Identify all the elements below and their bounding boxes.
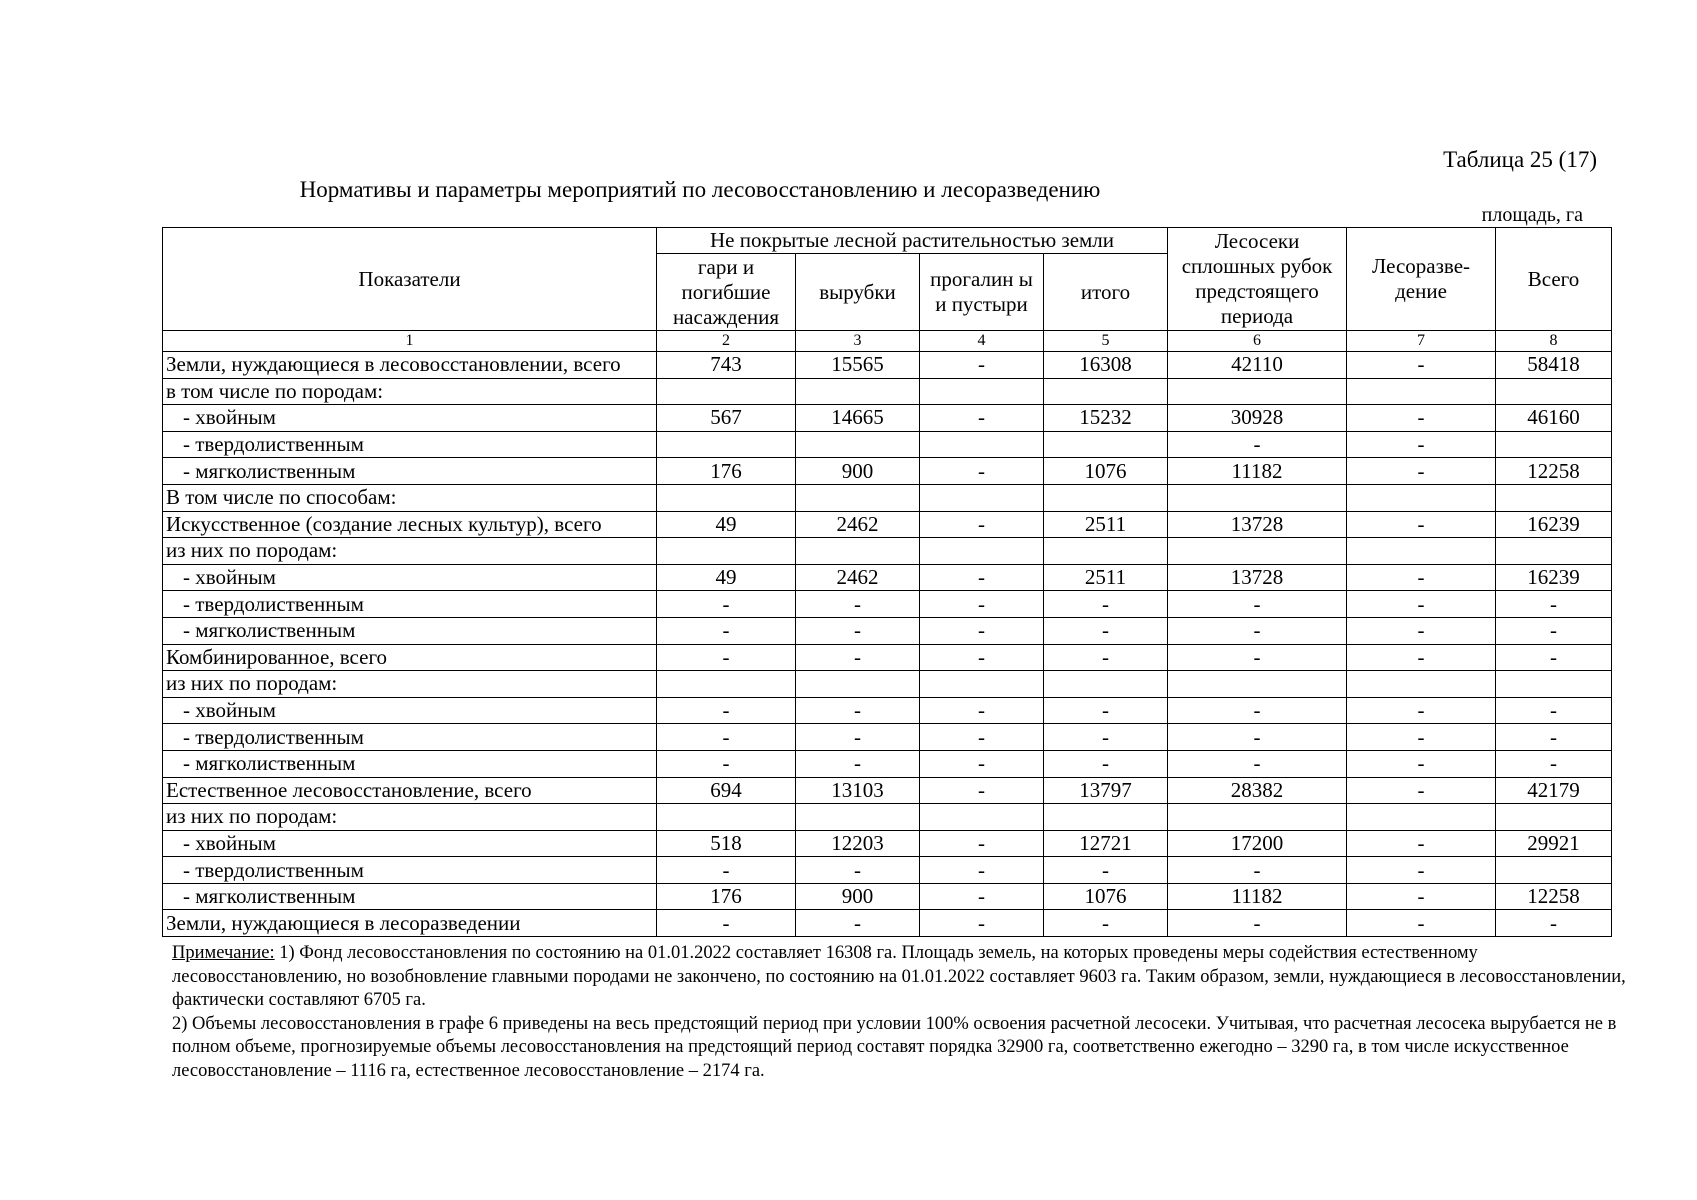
row-label: Земли, нуждающиеся в лесовосстановлении, всего bbox=[163, 352, 657, 379]
table-cell: - bbox=[1168, 431, 1347, 458]
table-cell: 16239 bbox=[1496, 511, 1612, 538]
table-cell: - bbox=[796, 697, 920, 724]
table-cell: 14665 bbox=[796, 405, 920, 432]
table-cell: - bbox=[657, 750, 796, 777]
table-cell bbox=[657, 538, 796, 565]
row-label: Естественное лесовосстановление, всего bbox=[163, 777, 657, 804]
row-label: - мягколиственным bbox=[163, 883, 657, 910]
table-cell: - bbox=[1168, 644, 1347, 671]
table-cell: - bbox=[1168, 697, 1347, 724]
table-cell: - bbox=[1347, 697, 1496, 724]
table-cell: - bbox=[657, 910, 796, 937]
table-row bbox=[163, 378, 1612, 405]
row-label: в том числе по породам: bbox=[163, 378, 657, 405]
table-cell: 17200 bbox=[1168, 830, 1347, 857]
table-cell: 15565 bbox=[796, 352, 920, 379]
table-cell bbox=[1044, 378, 1168, 405]
table-cell: - bbox=[920, 352, 1044, 379]
table-cell bbox=[1044, 804, 1168, 831]
table-row bbox=[163, 458, 1612, 485]
table-cell: 176 bbox=[657, 883, 796, 910]
column-numbers-row bbox=[163, 331, 1612, 352]
table-cell: - bbox=[1347, 458, 1496, 485]
table-cell: - bbox=[920, 617, 1044, 644]
table-cell bbox=[1347, 671, 1496, 698]
table-cell: 15232 bbox=[1044, 405, 1168, 432]
row-label: Искусственное (создание лесных культур), всего bbox=[163, 511, 657, 538]
column-number: 2 bbox=[657, 331, 796, 352]
row-label: из них по породам: bbox=[163, 671, 657, 698]
table-cell: - bbox=[920, 405, 1044, 432]
table-cell: - bbox=[1347, 830, 1496, 857]
table-cell bbox=[1044, 484, 1168, 511]
table-cell bbox=[796, 671, 920, 698]
unit-label: площадь, га bbox=[1481, 204, 1583, 226]
table-cell: 567 bbox=[657, 405, 796, 432]
table-cell: - bbox=[1044, 697, 1168, 724]
table-cell: - bbox=[657, 644, 796, 671]
table-cell: - bbox=[1347, 910, 1496, 937]
table-cell: - bbox=[657, 724, 796, 751]
table-cell: 900 bbox=[796, 883, 920, 910]
table-cell: - bbox=[1496, 910, 1612, 937]
table-cell: - bbox=[920, 697, 1044, 724]
table-cell bbox=[1496, 431, 1612, 458]
header-cuttings: вырубки bbox=[796, 254, 920, 331]
table-cell: - bbox=[1044, 910, 1168, 937]
table-cell: 176 bbox=[657, 458, 796, 485]
row-label: - твердолиственным bbox=[163, 591, 657, 618]
table-row bbox=[163, 777, 1612, 804]
row-label: из них по породам: bbox=[163, 538, 657, 565]
table-cell bbox=[796, 484, 920, 511]
table-cell: 58418 bbox=[1496, 352, 1612, 379]
table-cell bbox=[1044, 538, 1168, 565]
table-cell: - bbox=[1347, 724, 1496, 751]
table-cell: 11182 bbox=[1168, 458, 1347, 485]
table-cell: - bbox=[1168, 750, 1347, 777]
header-uncovered-lands: Не покрытые лесной растительностью земли bbox=[657, 228, 1168, 254]
header-afforestation: Лесоразве-дение bbox=[1347, 228, 1496, 331]
table-cell: 12203 bbox=[796, 830, 920, 857]
table-cell: 49 bbox=[657, 511, 796, 538]
table-cell bbox=[657, 431, 796, 458]
table-cell: 42179 bbox=[1496, 777, 1612, 804]
table-cell: - bbox=[796, 857, 920, 884]
table-row bbox=[163, 697, 1612, 724]
forest-restoration-table bbox=[162, 227, 1612, 937]
table-row bbox=[163, 671, 1612, 698]
column-number: 8 bbox=[1496, 331, 1612, 352]
table-cell bbox=[1347, 538, 1496, 565]
row-label: - хвойным bbox=[163, 697, 657, 724]
table-cell bbox=[1168, 538, 1347, 565]
table-cell: - bbox=[657, 697, 796, 724]
table-cell: - bbox=[920, 458, 1044, 485]
table-cell: - bbox=[1496, 697, 1612, 724]
table-cell: 42110 bbox=[1168, 352, 1347, 379]
table-cell: - bbox=[1044, 724, 1168, 751]
table-row bbox=[163, 564, 1612, 591]
table-note bbox=[172, 942, 1632, 1083]
table-cell: - bbox=[920, 857, 1044, 884]
table-cell bbox=[796, 804, 920, 831]
table-cell: - bbox=[920, 830, 1044, 857]
column-number: 1 bbox=[163, 331, 657, 352]
table-cell bbox=[1168, 671, 1347, 698]
row-label: - мягколиственным bbox=[163, 458, 657, 485]
table-cell: 13728 bbox=[1168, 511, 1347, 538]
table-cell: 743 bbox=[657, 352, 796, 379]
table-cell: 2511 bbox=[1044, 564, 1168, 591]
note-paragraph-2: 2) Объемы лесовосстановления в графе 6 приведены на весь предстоящий период при условии 100% освоения расчетной лесосеки. Учитывая, что расчетная лесосека вырубается не в полном объеме, прогнозируемые объемы лесовосстановления на предстоящий период составят порядка 32900 га, соответственно ежегодно – 3290 га, в том числе искусственное лесовосстановление – 1116 га, естественное лесовосстановление – 2174 га. bbox=[172, 1013, 1617, 1081]
table-cell: 2462 bbox=[796, 511, 920, 538]
table-body bbox=[163, 331, 1612, 937]
table-cell: - bbox=[796, 910, 920, 937]
table-cell: - bbox=[1044, 591, 1168, 618]
row-label: Комбинированное, всего bbox=[163, 644, 657, 671]
table-cell: - bbox=[1347, 777, 1496, 804]
header-burned: гари и погибшие насаждения bbox=[657, 254, 796, 331]
table-cell: - bbox=[920, 724, 1044, 751]
table-cell: - bbox=[920, 564, 1044, 591]
table-cell bbox=[920, 671, 1044, 698]
table-cell bbox=[1496, 538, 1612, 565]
column-number: 5 bbox=[1044, 331, 1168, 352]
table-row bbox=[163, 857, 1612, 884]
table-row bbox=[163, 804, 1612, 831]
table-cell: - bbox=[920, 883, 1044, 910]
table-cell: - bbox=[1168, 591, 1347, 618]
table-cell bbox=[1496, 857, 1612, 884]
table-row bbox=[163, 352, 1612, 379]
table-cell: - bbox=[657, 617, 796, 644]
table-cell: - bbox=[1347, 750, 1496, 777]
table-cell: 11182 bbox=[1168, 883, 1347, 910]
row-label: - хвойным bbox=[163, 564, 657, 591]
table-cell bbox=[920, 431, 1044, 458]
table-cell bbox=[1347, 804, 1496, 831]
table-cell bbox=[1044, 671, 1168, 698]
table-cell: - bbox=[1347, 591, 1496, 618]
table-cell bbox=[1347, 378, 1496, 405]
table-cell: - bbox=[920, 777, 1044, 804]
table-cell bbox=[1496, 378, 1612, 405]
table-cell: 1076 bbox=[1044, 458, 1168, 485]
table-row bbox=[163, 405, 1612, 432]
row-label: - твердолиственным bbox=[163, 857, 657, 884]
table-cell bbox=[657, 484, 796, 511]
table-cell bbox=[1168, 378, 1347, 405]
table-cell bbox=[1496, 484, 1612, 511]
header-total: Всего bbox=[1496, 228, 1612, 331]
table-cell bbox=[1044, 431, 1168, 458]
table-cell bbox=[920, 538, 1044, 565]
table-cell: 16308 bbox=[1044, 352, 1168, 379]
table-cell: - bbox=[1347, 431, 1496, 458]
table-cell: - bbox=[1347, 617, 1496, 644]
table-cell: - bbox=[1168, 617, 1347, 644]
column-number: 4 bbox=[920, 331, 1044, 352]
table-cell bbox=[796, 378, 920, 405]
table-cell bbox=[1347, 484, 1496, 511]
row-label: - твердолиственным bbox=[163, 431, 657, 458]
note-paragraph-1 bbox=[172, 942, 1632, 1013]
table-cell bbox=[920, 804, 1044, 831]
table-row bbox=[163, 511, 1612, 538]
table-cell: 30928 bbox=[1168, 405, 1347, 432]
table-cell: - bbox=[1347, 857, 1496, 884]
table-cell: - bbox=[1044, 750, 1168, 777]
table-cell bbox=[796, 538, 920, 565]
table-cell bbox=[657, 671, 796, 698]
table-cell: - bbox=[657, 857, 796, 884]
table-cell: 46160 bbox=[1496, 405, 1612, 432]
table-cell: - bbox=[1347, 883, 1496, 910]
table-row bbox=[163, 484, 1612, 511]
table-cell: - bbox=[1347, 405, 1496, 432]
header-clearcut: Лесосеки сплошных рубок предстоящего периода bbox=[1168, 228, 1347, 331]
column-number: 3 bbox=[796, 331, 920, 352]
row-label: из них по породам: bbox=[163, 804, 657, 831]
table-cell: - bbox=[1347, 352, 1496, 379]
table-number: Таблица 25 (17) bbox=[1443, 147, 1597, 172]
table-cell: - bbox=[796, 617, 920, 644]
table-cell: 12721 bbox=[1044, 830, 1168, 857]
table-cell: - bbox=[796, 644, 920, 671]
table-cell: - bbox=[920, 591, 1044, 618]
table-cell: - bbox=[1496, 617, 1612, 644]
row-label: - хвойным bbox=[163, 830, 657, 857]
table-row bbox=[163, 591, 1612, 618]
table-cell: 12258 bbox=[1496, 458, 1612, 485]
table-cell: - bbox=[796, 724, 920, 751]
header-indicators: Показатели bbox=[163, 228, 657, 331]
table-cell: 12258 bbox=[1496, 883, 1612, 910]
table-cell: 29921 bbox=[1496, 830, 1612, 857]
table-cell: - bbox=[920, 644, 1044, 671]
row-label: - мягколиственным bbox=[163, 750, 657, 777]
header-glades: прогалин ы и пустыри bbox=[920, 254, 1044, 331]
table-cell: - bbox=[1168, 910, 1347, 937]
table-cell bbox=[920, 378, 1044, 405]
table-cell: - bbox=[920, 750, 1044, 777]
table-row bbox=[163, 750, 1612, 777]
table-cell bbox=[657, 378, 796, 405]
table-cell: - bbox=[1496, 750, 1612, 777]
table-cell: - bbox=[796, 750, 920, 777]
table-cell: 16239 bbox=[1496, 564, 1612, 591]
table-row bbox=[163, 644, 1612, 671]
note-label: Примечание: bbox=[172, 943, 275, 963]
table-cell: 694 bbox=[657, 777, 796, 804]
table-cell: - bbox=[1044, 644, 1168, 671]
table-cell: - bbox=[1168, 724, 1347, 751]
table-row bbox=[163, 724, 1612, 751]
row-label: В том числе по способам: bbox=[163, 484, 657, 511]
note-text-1: 1) Фонд лесовосстановления по состоянию на 01.01.2022 составляет 16308 га. Площадь земель, на которых проведены меры содействия естественному лесовосстановлению, но возобновление главными породами не закончено, по состоянию на 01.01.2022 составляет 9603 га. Таким образом, земли, нуждающиеся в лесовосстановлении, фактически составляют 6705 га. bbox=[172, 943, 1626, 1010]
column-number: 7 bbox=[1347, 331, 1496, 352]
table-title: Нормативы и параметры мероприятий по лесовосстановлению и лесоразведению bbox=[299, 177, 1101, 202]
header-subtotal: итого bbox=[1044, 254, 1168, 331]
row-label: - мягколиственным bbox=[163, 617, 657, 644]
table-cell: 49 bbox=[657, 564, 796, 591]
table-cell: 2462 bbox=[796, 564, 920, 591]
table-cell bbox=[1496, 804, 1612, 831]
table-cell: - bbox=[920, 511, 1044, 538]
table-cell: - bbox=[1347, 511, 1496, 538]
table-cell: - bbox=[1168, 857, 1347, 884]
table-cell: 2511 bbox=[1044, 511, 1168, 538]
table-row bbox=[163, 617, 1612, 644]
table-cell: 900 bbox=[796, 458, 920, 485]
table-row bbox=[163, 910, 1612, 937]
table-cell: - bbox=[920, 910, 1044, 937]
table-cell: - bbox=[657, 591, 796, 618]
table-row bbox=[163, 538, 1612, 565]
table-cell bbox=[657, 804, 796, 831]
row-label: - твердолиственным bbox=[163, 724, 657, 751]
table-row bbox=[163, 830, 1612, 857]
table-cell: - bbox=[1496, 644, 1612, 671]
table-cell: 13797 bbox=[1044, 777, 1168, 804]
table-cell: - bbox=[1496, 724, 1612, 751]
table-cell bbox=[796, 431, 920, 458]
table-cell: 13728 bbox=[1168, 564, 1347, 591]
row-label: Земли, нуждающиеся в лесоразведении bbox=[163, 910, 657, 937]
table-cell: - bbox=[1347, 644, 1496, 671]
table-cell bbox=[1496, 671, 1612, 698]
table-cell: 518 bbox=[657, 830, 796, 857]
table-cell bbox=[1168, 484, 1347, 511]
row-label: - хвойным bbox=[163, 405, 657, 432]
table-row bbox=[163, 883, 1612, 910]
table-row bbox=[163, 431, 1612, 458]
table-cell: - bbox=[796, 591, 920, 618]
table-cell: - bbox=[1044, 617, 1168, 644]
table-cell: - bbox=[1044, 857, 1168, 884]
table-cell: - bbox=[1496, 591, 1612, 618]
table-cell bbox=[920, 484, 1044, 511]
table-cell: 13103 bbox=[796, 777, 920, 804]
table-cell bbox=[1168, 804, 1347, 831]
table-cell: 1076 bbox=[1044, 883, 1168, 910]
table-cell: - bbox=[1347, 564, 1496, 591]
column-number: 6 bbox=[1168, 331, 1347, 352]
table-cell: 28382 bbox=[1168, 777, 1347, 804]
